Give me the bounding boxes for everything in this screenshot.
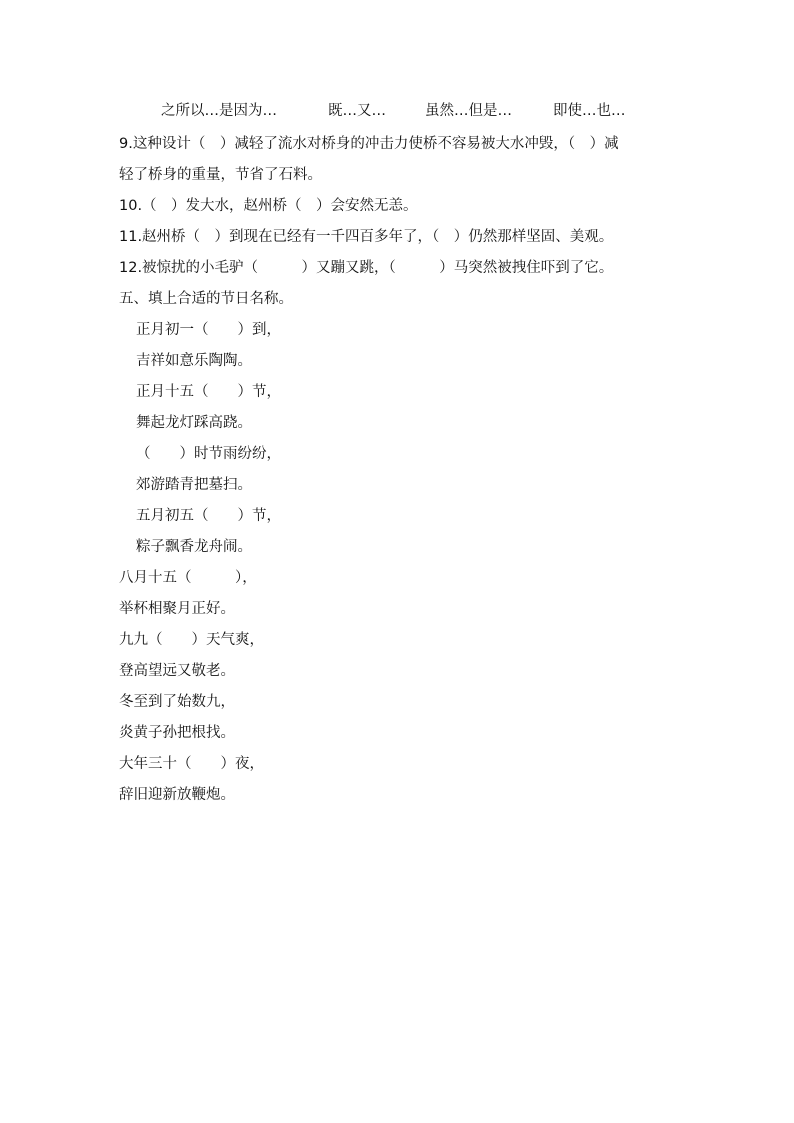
poem-line: 正月初一（ ）到， bbox=[136, 322, 281, 338]
question-9-line-1: 9.这种设计（ ）减轻了流水对桥身的冲击力使桥不容易被大水冲毁，（ ）减 bbox=[119, 136, 619, 152]
poem-line: 举杯相聚月正好。 bbox=[119, 601, 235, 617]
poem-line: （ ）时节雨纷纷， bbox=[136, 446, 281, 462]
poem-line: 炎黄子孙把根找。 bbox=[119, 725, 235, 741]
poem-line: 正月十五（ ）节， bbox=[136, 384, 281, 400]
question-9-line-2: 轻了桥身的重量，节省了石料。 bbox=[119, 167, 322, 183]
poem-line: 大年三十（ ）夜， bbox=[119, 756, 264, 772]
option-2: 既…又… bbox=[328, 103, 386, 119]
poem-line: 九九（ ）天气爽， bbox=[119, 632, 264, 648]
section-title: 五、填上合适的节日名称。 bbox=[119, 291, 293, 307]
poem-line: 舞起龙灯踩高跷。 bbox=[136, 415, 252, 431]
poem-line: 五月初五（ ）节， bbox=[136, 508, 281, 524]
question-11: 11.赵州桥（ ）到现在已经有一千四百多年了，（ ）仍然那样坚固、美观。 bbox=[119, 229, 614, 245]
question-10: 10.（ ）发大水，赵州桥（ ）会安然无恙。 bbox=[119, 198, 418, 214]
poem-line: 辞旧迎新放鞭炮。 bbox=[119, 787, 235, 803]
question-12: 12.被惊扰的小毛驴（ ）又蹦又跳，（ ）马突然被拽住吓到了它。 bbox=[119, 260, 614, 276]
poem-line: 登高望远又敬老。 bbox=[119, 663, 235, 679]
poem-line: 八月十五（ ）， bbox=[119, 570, 257, 586]
poem-line: 粽子飘香龙舟闹。 bbox=[136, 539, 252, 555]
option-1: 之所以…是因为… bbox=[161, 103, 277, 119]
poem-line: 吉祥如意乐陶陶。 bbox=[136, 353, 252, 369]
poem-line: 冬至到了始数九， bbox=[119, 694, 235, 710]
poem-line: 郊游踏青把墓扫。 bbox=[136, 477, 252, 493]
option-4: 即使…也… bbox=[553, 103, 626, 119]
option-3: 虽然…但是… bbox=[425, 103, 512, 119]
